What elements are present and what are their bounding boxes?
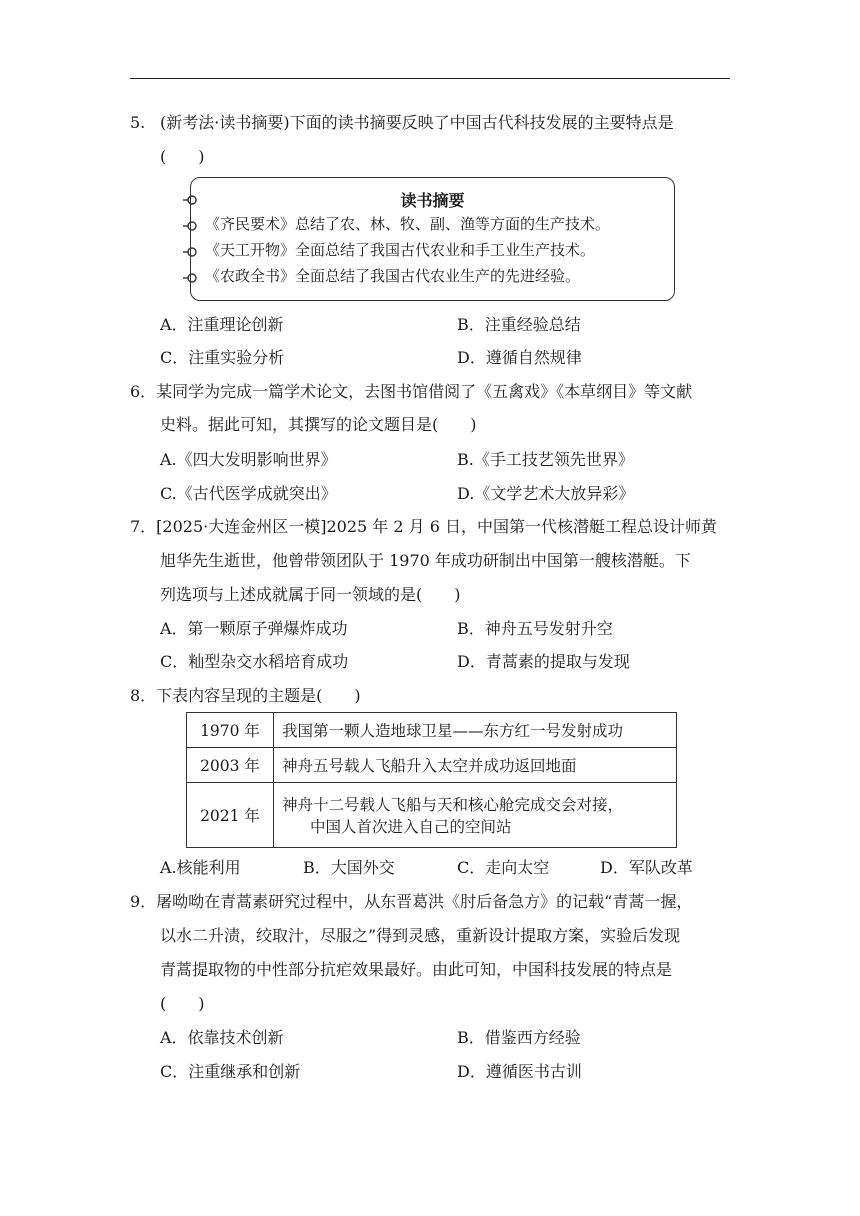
question-9-stem-cont: 青蒿提取物的中性部分抗疟效果最好。由此可知，中国科技发展的特点是 [160, 960, 673, 979]
question-5-number: 5. [130, 113, 146, 132]
q8-option-d: D．军队改革 [600, 858, 693, 877]
binder-ring-icon [183, 268, 197, 288]
question-9-stem-cont: 以水二升渍，绞取汁，尽服之”得到灵感，重新设计提取方案，实验后发现 [160, 926, 681, 945]
reading-note: 《齐民要术》总结了农、林、牧、副、渔等方面的生产技术。 [205, 215, 611, 233]
reading-notes-box [190, 177, 675, 301]
header-rule [130, 78, 730, 79]
question-5-stem-paren: ( ) [160, 147, 205, 166]
table-year: 2021 年 [187, 783, 274, 848]
q6-option-d: D.《文学艺术大放异彩》 [457, 484, 635, 503]
q7-option-b: B．神舟五号发射升空 [457, 619, 613, 638]
q6-option-a: A.《四大发明影响世界》 [160, 450, 337, 469]
q9-option-d: D．遵循医书古训 [457, 1062, 582, 1081]
q9-option-b: B．借鉴西方经验 [457, 1028, 581, 1047]
question-8-stem: 8．下表内容呈现的主题是( ) [130, 686, 361, 705]
q8-option-b: B．大国外交 [303, 858, 395, 877]
reading-note: 《农政全书》全面总结了我国古代农业生产的先进经验。 [205, 267, 581, 285]
question-5-stem: (新考法·读书摘要)下面的读书摘要反映了中国古代科技发展的主要特点是 [160, 113, 674, 132]
question-7-stem-cont: 旭华先生逝世，他曾带领团队于 1970 年成功研制出中国第一艘核潜艇。下 [160, 551, 691, 570]
question-9-stem-paren: ( ) [160, 994, 205, 1013]
question-6-stem-cont: 史料。据此可知，其撰写的论文题目是( ) [160, 415, 477, 434]
table-year: 1970 年 [187, 713, 274, 748]
binder-ring-icon [183, 216, 197, 236]
q6-option-b: B.《手工技艺领先世界》 [457, 450, 634, 469]
table-row [187, 748, 677, 783]
table-content-line: 中国人首次进入自己的空间站 [310, 818, 512, 836]
q8-option-c: C．走向太空 [457, 858, 550, 877]
q9-option-a: A．依靠技术创新 [160, 1028, 284, 1047]
question-6-stem: 6．某同学为完成一篇学术论文，去图书馆借阅了《五禽戏》《本草纲目》等文献 [130, 382, 693, 401]
q7-option-a: A．第一颗原子弹爆炸成功 [160, 619, 348, 638]
table-row [187, 713, 677, 748]
q5-option-a: A．注重理论创新 [160, 315, 284, 334]
q8-option-a: A.核能利用 [160, 858, 241, 877]
question-7-stem: 7．[2025·大连金州区一模]2025 年 2 月 6 日，中国第一代核潜艇工程总设计师黄 [130, 517, 717, 536]
q5-option-c: C．注重实验分析 [160, 348, 285, 367]
question-9-stem: 9．屠呦呦在青蒿素研究过程中，从东晋葛洪《肘后备急方》的记载“青蒿一握， [130, 892, 693, 911]
table-content: 神舟五号载人飞船升入太空并成功返回地面 [274, 748, 677, 783]
table-content [274, 783, 677, 848]
q7-option-d: D．青蒿素的提取与发现 [457, 652, 630, 671]
table-row [187, 783, 677, 848]
binder-ring-icon [183, 242, 197, 262]
reading-note: 《天工开物》全面总结了我国古代农业和手工业生产技术。 [205, 241, 596, 259]
q5-option-d: D．遵循自然规律 [457, 348, 582, 367]
q7-option-c: C．籼型杂交水稻培育成功 [160, 652, 349, 671]
table-content-line: 神舟十二号载人飞船与天和核心舱完成交会对接， [282, 796, 624, 814]
q5-option-b: B．注重经验总结 [457, 315, 581, 334]
q9-option-c: C．注重继承和创新 [160, 1062, 301, 1081]
table-content: 我国第一颗人造地球卫星——东方红一号发射成功 [274, 713, 677, 748]
question-7-stem-cont: 列选项与上述成就属于同一领域的是( ) [160, 585, 461, 604]
table-year: 2003 年 [187, 748, 274, 783]
reading-notes-title: 读书摘要 [400, 191, 465, 210]
timeline-table [186, 712, 677, 848]
q6-option-c: C.《古代医学成就突出》 [160, 484, 337, 503]
